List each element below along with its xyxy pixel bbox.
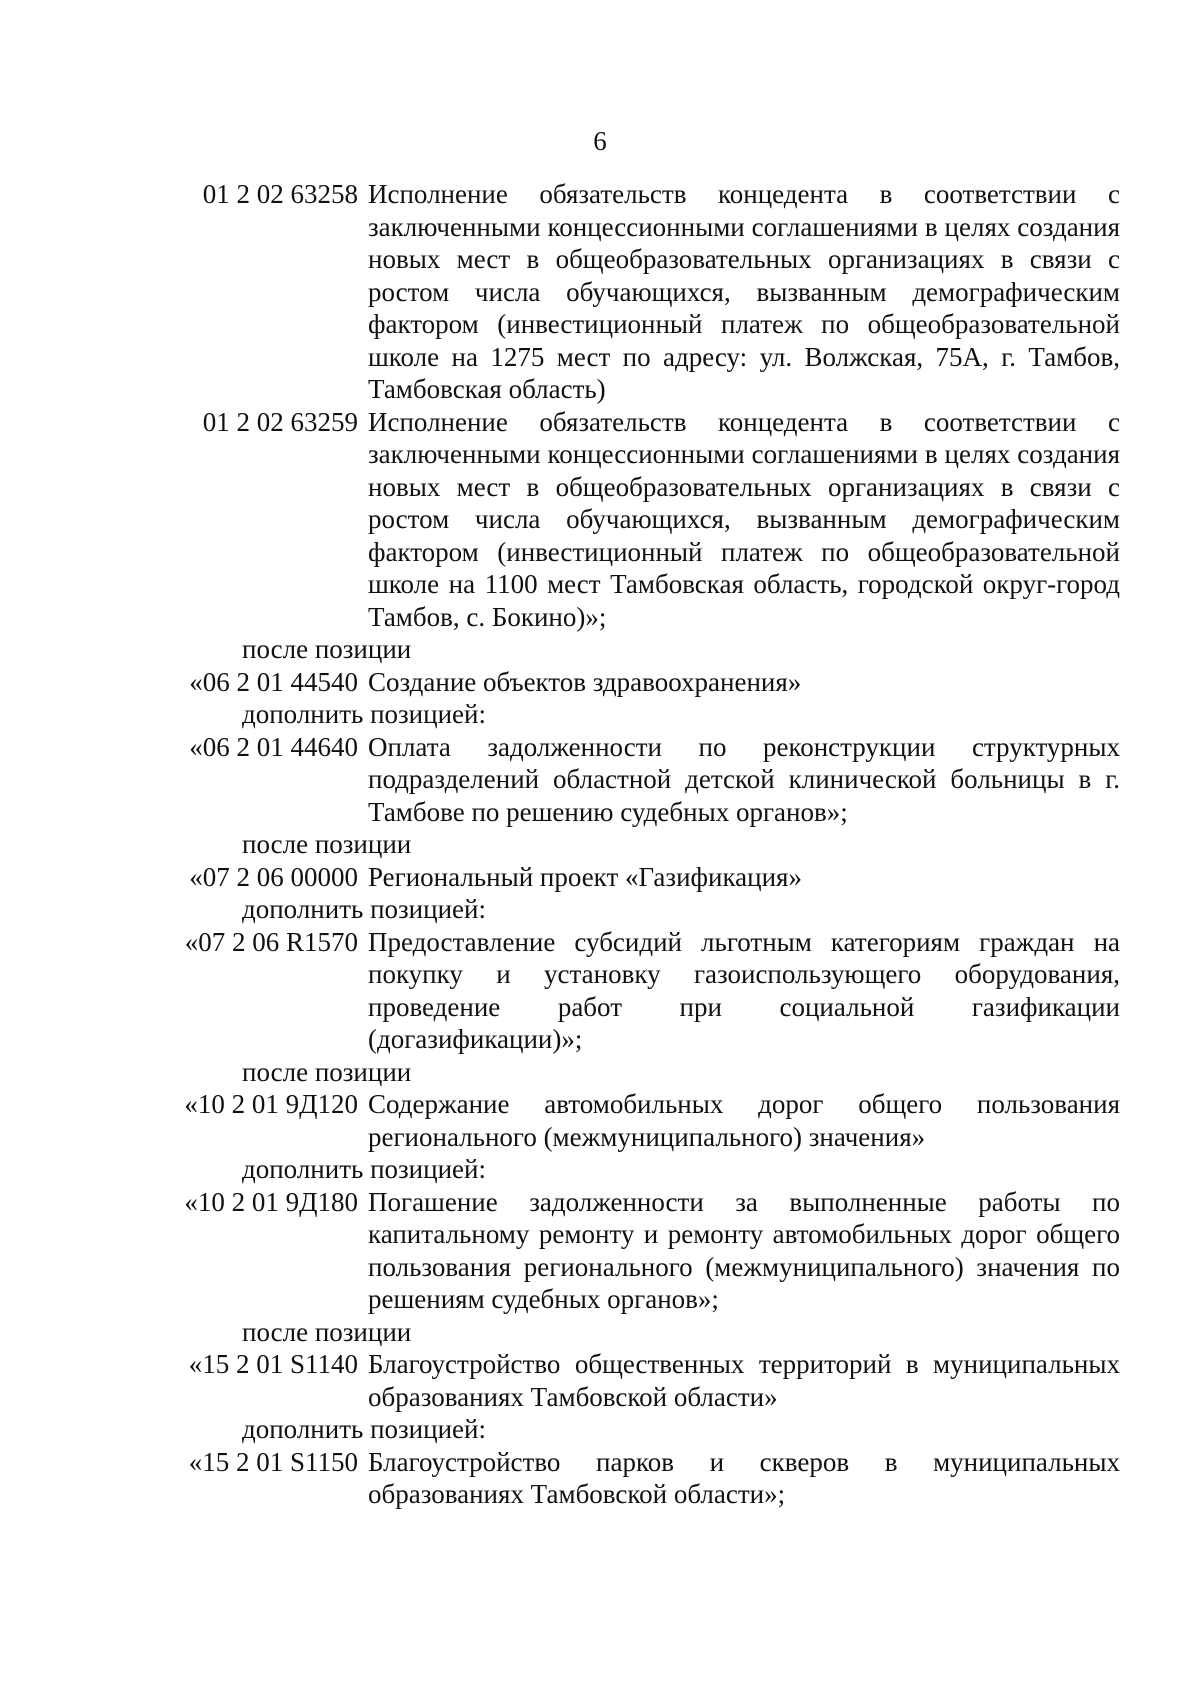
entry-code: «15 2 01 S1150 [188,1446,358,1477]
connector-phrase: после позиции [242,829,412,859]
connector-phrase: после позиции [242,634,412,664]
connector-phrase: после позиции [242,1316,412,1347]
entry-code: «10 2 01 9Д180 [184,1186,358,1217]
entry-code: «15 2 01 S1140 [188,1349,358,1379]
entry-code: «07 2 06 R1570 [184,926,358,957]
code-entry [160,666,1120,699]
entry-code: «07 2 06 00000 [189,861,358,892]
entry-text: Оплата задолженности по реконструкции структурных подразделений областной детской клинической больницы в г. Тамбове по решению судебных органов»; [368,731,1120,827]
code-entry [160,861,1120,894]
code-entry [160,731,1120,829]
entry-code: «06 2 01 44540 [189,666,358,697]
entry-text: Благоустройство общественных территорий в муниципальных образованиях Тамбовской области» [368,1349,1120,1412]
code-entry [160,406,1120,634]
connector-phrase: дополнить позицией: [242,894,486,924]
entry-text: Погашение задолженности за выполненные работы по капитальному ремонту и ремонту автомобильных дорог общего пользования регионального (межмуниципального) значения по решениям судебных органов»; [368,1186,1120,1314]
entry-text: Благоустройство парков и скверов в муниципальных образованиях Тамбовской области»; [368,1446,1120,1509]
code-entry [160,1186,1120,1316]
code-entry [160,178,1120,406]
entry-code: «10 2 01 9Д120 [184,1089,358,1119]
entry-code: 01 2 02 63258 [202,179,358,209]
connector-phrase: после позиции [242,1056,412,1087]
page-number: 6 [593,126,607,156]
code-entry [160,1088,1120,1153]
connector-phrase: дополнить позицией: [242,1414,486,1444]
entry-text: Исполнение обязательств концедента в соответствии с заключенными концессионными соглашениями в целях создания новых мест в общеобразовательных организациях в связи с ростом числа обучающихся, вызванным демографическим фактором (инвестиционный платеж по общеобразовательной школе на 1100 мест Тамбовская область, городской округ-город Тамбов, с. Бокино)»; [368,406,1120,632]
entry-text: Содержание автомобильных дорог общего пользования регионального (межмуниципального) значения» [368,1089,1120,1152]
connector-phrase: дополнить позицией: [242,699,486,729]
connector-phrase: дополнить позицией: [242,1154,486,1184]
code-entry [160,926,1120,1056]
document-body [160,178,1120,1511]
entry-text: Предоставление субсидий льготным категориям граждан на покупку и установку газоиспользующего оборудования, проведение работ при социальной газификации (догазификации)»; [368,926,1120,1054]
entry-code: «06 2 01 44640 [189,731,358,762]
code-entry [160,1446,1120,1511]
entry-text: Создание объектов здравоохранения» [368,666,802,697]
entry-code: 01 2 02 63259 [202,406,358,437]
code-entry [160,1348,1120,1413]
entry-text: Исполнение обязательств концедента в соответствии с заключенными концессионными соглашениями в целях создания новых мест в общеобразовательных организациях в связи с ростом числа обучающихся, вызванным демографическим фактором (инвестиционный платеж по общеобразовательной школе на 1275 мест по адресу: ул. Волжская, 75А, г. Тамбов, Тамбовская область) [368,179,1120,404]
entry-text: Региональный проект «Газификация» [368,861,802,892]
